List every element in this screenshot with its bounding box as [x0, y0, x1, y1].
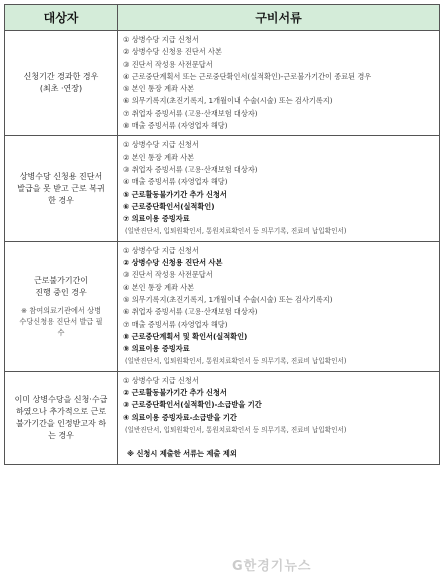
target-line: 하였으나 추가적으로 근로: [15, 406, 107, 416]
document-item: ③ 진단서 작성용 사전문답서: [123, 59, 213, 69]
target-line: 근로불가기간이: [33, 275, 89, 285]
document-item: ② 근로활동불가기간 추가 신청서: [123, 388, 227, 398]
header-target: 대상자: [5, 5, 118, 31]
document-item: ⑤ 의무기록지(초진기록지, 1개월이내 수술(시술) 또는 검사기록지): [123, 294, 333, 304]
required-documents-table: [4, 4, 440, 465]
footnote: ※ 신청시 제출한 서류는 제출 제외: [127, 449, 237, 459]
target-line: 한 경우: [48, 195, 74, 205]
table-header-row: [5, 5, 440, 31]
documents-cell: [118, 31, 440, 136]
document-item: ① 상병수당 지급 신청서: [123, 35, 199, 44]
target-cell: [5, 136, 118, 241]
target-line: 신청기간 경과한 경우: [23, 72, 99, 82]
document-item: ⑥ 근로중단확인서(실적확인): [123, 201, 215, 211]
document-item: ④ 본인 통장 계좌 사본: [123, 282, 195, 292]
target-cell: [5, 371, 118, 464]
target-line: 발급을 못 받고 근로 복귀: [17, 183, 105, 193]
target-line: 이미 상병수당을 신청·수급: [14, 394, 108, 404]
note-line: 수: [57, 327, 65, 337]
document-item: ⑨ 의료이용 증빙자료: [123, 344, 190, 354]
target-note: [11, 305, 111, 338]
document-item: ⑤ 근로활동불가기간 추가 신청서: [123, 189, 227, 199]
target-line: 진행 중인 경우: [35, 287, 87, 297]
documents-cell: [118, 371, 440, 464]
document-item: ① 상병수당 지급 신청서: [123, 140, 199, 150]
documents-cell: [118, 241, 440, 371]
document-detail: (일반진단서, 입퇴원확인서, 통원치료확인서 등 의무기록, 진료비 납입확인서): [125, 357, 347, 366]
document-item: ① 상병수당 지급 신청서: [123, 375, 199, 385]
document-item: ⑥ 의무기록지(초진기록지, 1개월이내 수술(시술) 또는 검사기록지): [123, 96, 333, 106]
document-item: ② 상병수당 신청용 진단서 사본: [123, 258, 223, 268]
note-line: ※ 참여의료기관에서 상병: [20, 305, 102, 315]
documents-cell: [118, 136, 440, 241]
note-line: 수당신청용 진단서 발급 필: [19, 316, 103, 326]
document-item: ⑦ 매출 증빙서류 (자영업자 해당): [123, 319, 228, 329]
document-item: ② 본인 통장 계좌 사본: [123, 152, 195, 162]
document-item: [123, 436, 435, 448]
watermark-logo: G한경기뉴스: [232, 559, 312, 574]
document-detail: (일반진단서, 입퇴원확인서, 통원치료확인서 등 의무기록, 진료비 납입확인서): [125, 227, 347, 236]
document-item: ③ 진단서 작성용 사전문답서: [123, 270, 213, 280]
document-item: ① 상병수당 지급 신청서: [123, 245, 199, 255]
target-cell: [5, 241, 118, 371]
document-item: ⑦ 의료이용 증빙자료: [123, 214, 190, 224]
document-detail: (일반진단서, 입퇴원확인서, 통원치료확인서 등 의무기록, 진료비 납입확인서): [125, 425, 347, 434]
document-item: ② 상병수당 신청용 진단서 사본: [123, 47, 222, 57]
document-item: ④ 매출 증빙서류 (자영업자 해당): [123, 177, 228, 187]
document-item: ⑧ 근로중단계획서 및 확인서(실적확인): [123, 331, 248, 341]
document-table-container: [4, 4, 439, 582]
target-cell: [5, 31, 118, 136]
document-item: ⑧ 매출 증빙서류 (자영업자 해당): [123, 121, 228, 131]
document-item: ④ 의료이용 증빙자료-소급받을 기간: [123, 412, 237, 422]
document-item: ④ 근로중단계획서 또는 근로중단확인서(실적확인)-근로불가기간이 종료된 경우: [123, 71, 372, 81]
document-item: ⑦ 취업자 증빙서류 (고용·산재보험 대상자): [123, 108, 258, 118]
table-row: [5, 241, 440, 371]
document-item: ③ 취업자 증빙서류 (고용·산재보험 대상자): [123, 164, 258, 174]
header-documents: 구비서류: [118, 5, 440, 31]
document-item: ⑥ 취업자 증빙서류 (고용·산재보험 대상자): [123, 307, 258, 317]
table-row: [5, 136, 440, 241]
table-row: [5, 371, 440, 464]
table-row: [5, 31, 440, 136]
target-line: 불가기간을 인정받고자 하: [15, 418, 107, 428]
target-line: (최초 ·연장): [39, 84, 83, 94]
document-item: ③ 근로중단확인서(실적확인)-소급받을 기간: [123, 400, 262, 410]
target-line: 는 경우: [48, 430, 74, 440]
document-item: ⑤ 본인 통장 계좌 사본: [123, 84, 195, 94]
target-line: 상병수당 신청용 진단서: [19, 171, 103, 181]
